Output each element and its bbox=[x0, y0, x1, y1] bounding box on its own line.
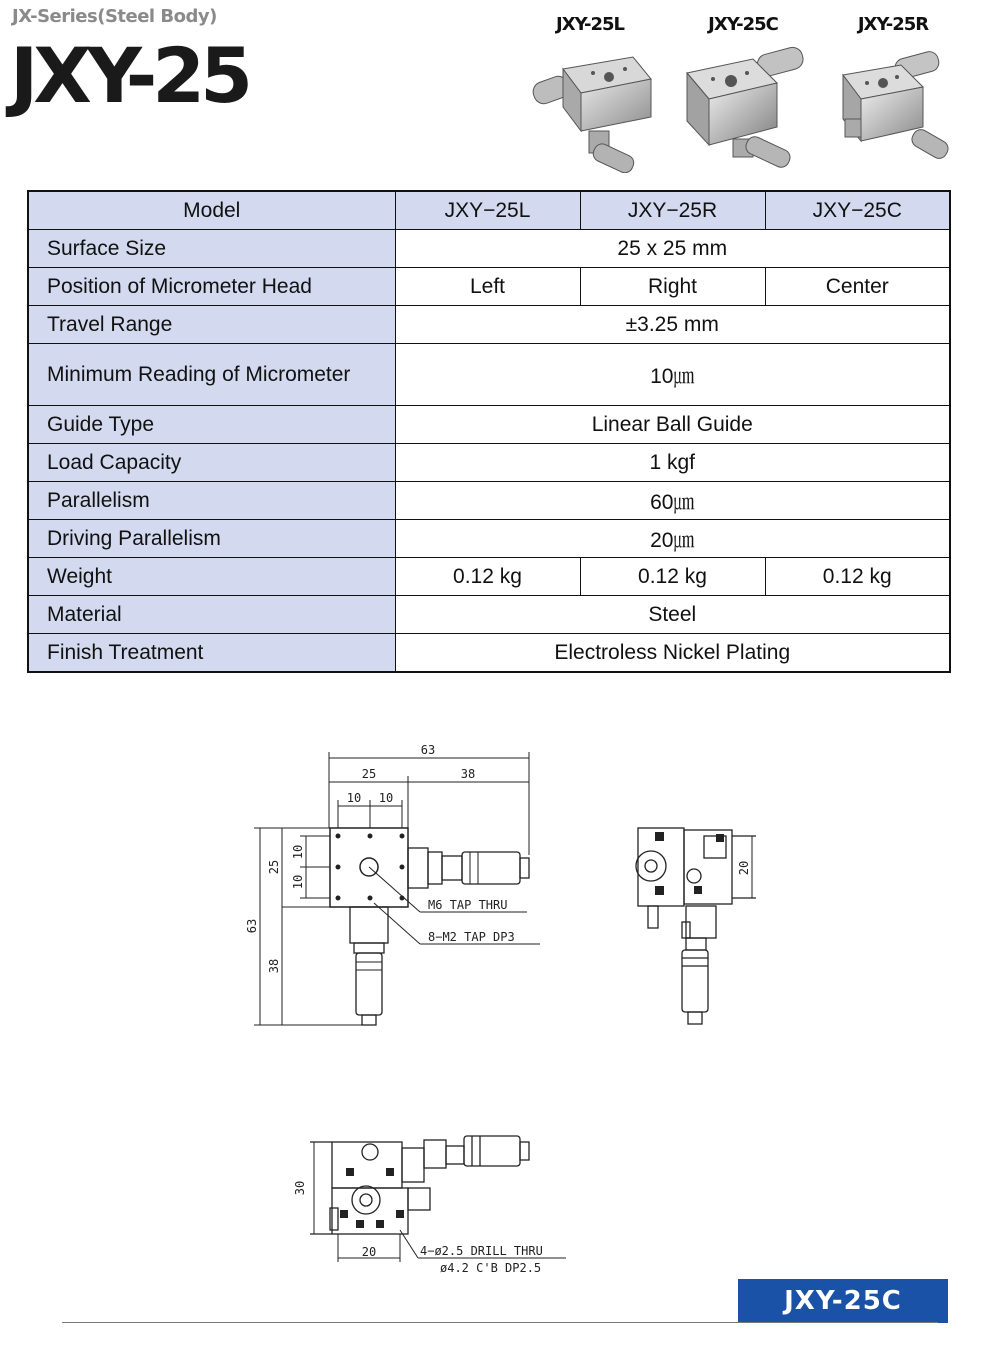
row-value: ±3.25 mm bbox=[395, 306, 950, 344]
table-row bbox=[28, 520, 950, 558]
row-value: 1 kgf bbox=[395, 444, 950, 482]
table-row bbox=[28, 558, 950, 596]
table-row bbox=[28, 230, 950, 268]
dim-right-width: 38 bbox=[460, 767, 476, 781]
product-name: JXY-25L bbox=[556, 14, 624, 35]
spec-table bbox=[27, 190, 951, 673]
product-jxy25r bbox=[828, 14, 958, 173]
dim-total-width: 63 bbox=[420, 743, 436, 757]
callout-counterbore: ø4.2 C'B DP2.5 bbox=[440, 1261, 542, 1275]
callout-drill-thru: 4−ø2.5 DRILL THRU bbox=[420, 1244, 543, 1258]
dim-front-height: 30 bbox=[293, 1180, 307, 1196]
callout-m6-tap: M6 TAP THRU bbox=[428, 898, 508, 912]
header-jxy25l: JXY−25L bbox=[395, 191, 580, 230]
front-view-drawing bbox=[285, 1130, 575, 1280]
table-row bbox=[28, 444, 950, 482]
stage-photo-left bbox=[523, 39, 657, 173]
table-row bbox=[28, 634, 950, 673]
row-value: Center bbox=[765, 268, 950, 306]
header-jxy25r: JXY−25R bbox=[580, 191, 765, 230]
model-badge: JXY-25C bbox=[738, 1279, 948, 1323]
row-value: Steel bbox=[395, 596, 950, 634]
dim-lower-height: 38 bbox=[267, 958, 281, 974]
row-value: 0.12 kg bbox=[580, 558, 765, 596]
row-label: Travel Range bbox=[28, 306, 395, 344]
row-value: 25 x 25 mm bbox=[395, 230, 950, 268]
table-header-row bbox=[28, 191, 950, 230]
table-row bbox=[28, 344, 950, 406]
dim-v-b: 10 bbox=[291, 874, 305, 890]
top-view-drawing bbox=[235, 735, 555, 1035]
stage-photo-right bbox=[831, 39, 955, 173]
dim-total-height: 63 bbox=[245, 918, 259, 934]
row-label: Finish Treatment bbox=[28, 634, 395, 673]
product-name: JXY-25C bbox=[708, 14, 778, 35]
product-name: JXY-25R bbox=[857, 14, 929, 35]
row-value: Linear Ball Guide bbox=[395, 406, 950, 444]
dim-pitch-a: 10 bbox=[346, 791, 362, 805]
row-label: Position of Micrometer Head bbox=[28, 268, 395, 306]
table-row bbox=[28, 482, 950, 520]
row-label: Parallelism bbox=[28, 482, 395, 520]
footer-divider bbox=[62, 1322, 938, 1323]
dim-pitch-b: 10 bbox=[378, 791, 394, 805]
product-jxy25l bbox=[520, 14, 660, 173]
table-row bbox=[28, 268, 950, 306]
row-label: Weight bbox=[28, 558, 395, 596]
row-label: Material bbox=[28, 596, 395, 634]
header-jxy25c: JXY−25C bbox=[765, 191, 950, 230]
header-model: Model bbox=[28, 191, 395, 230]
dim-upper-height: 25 bbox=[267, 859, 281, 875]
dim-v-a: 10 bbox=[291, 844, 305, 860]
row-value: 20㎛ bbox=[395, 520, 950, 558]
table-row bbox=[28, 596, 950, 634]
dim-left-width: 25 bbox=[361, 767, 377, 781]
side-view-drawing bbox=[625, 820, 760, 1030]
row-value: 0.12 kg bbox=[395, 558, 580, 596]
callout-m2-tap: 8−M2 TAP DP3 bbox=[428, 930, 515, 944]
stage-photo-center bbox=[673, 39, 813, 173]
row-value: Right bbox=[580, 268, 765, 306]
row-label: Guide Type bbox=[28, 406, 395, 444]
page-title: JXY-25 bbox=[10, 31, 249, 120]
table-row bbox=[28, 406, 950, 444]
row-value: 10㎛ bbox=[395, 344, 950, 406]
row-value: Left bbox=[395, 268, 580, 306]
row-value: 60㎛ bbox=[395, 482, 950, 520]
dim-side-height: 20 bbox=[737, 860, 751, 876]
row-label: Surface Size bbox=[28, 230, 395, 268]
row-value: 0.12 kg bbox=[765, 558, 950, 596]
row-label: Load Capacity bbox=[28, 444, 395, 482]
table-row bbox=[28, 306, 950, 344]
row-label: Minimum Reading of Micrometer bbox=[28, 344, 395, 406]
series-label: JX-Series(Steel Body) bbox=[12, 6, 217, 27]
row-value: Electroless Nickel Plating bbox=[395, 634, 950, 673]
row-label: Driving Parallelism bbox=[28, 520, 395, 558]
dim-front-width: 20 bbox=[361, 1245, 377, 1259]
product-jxy25c bbox=[668, 14, 818, 173]
